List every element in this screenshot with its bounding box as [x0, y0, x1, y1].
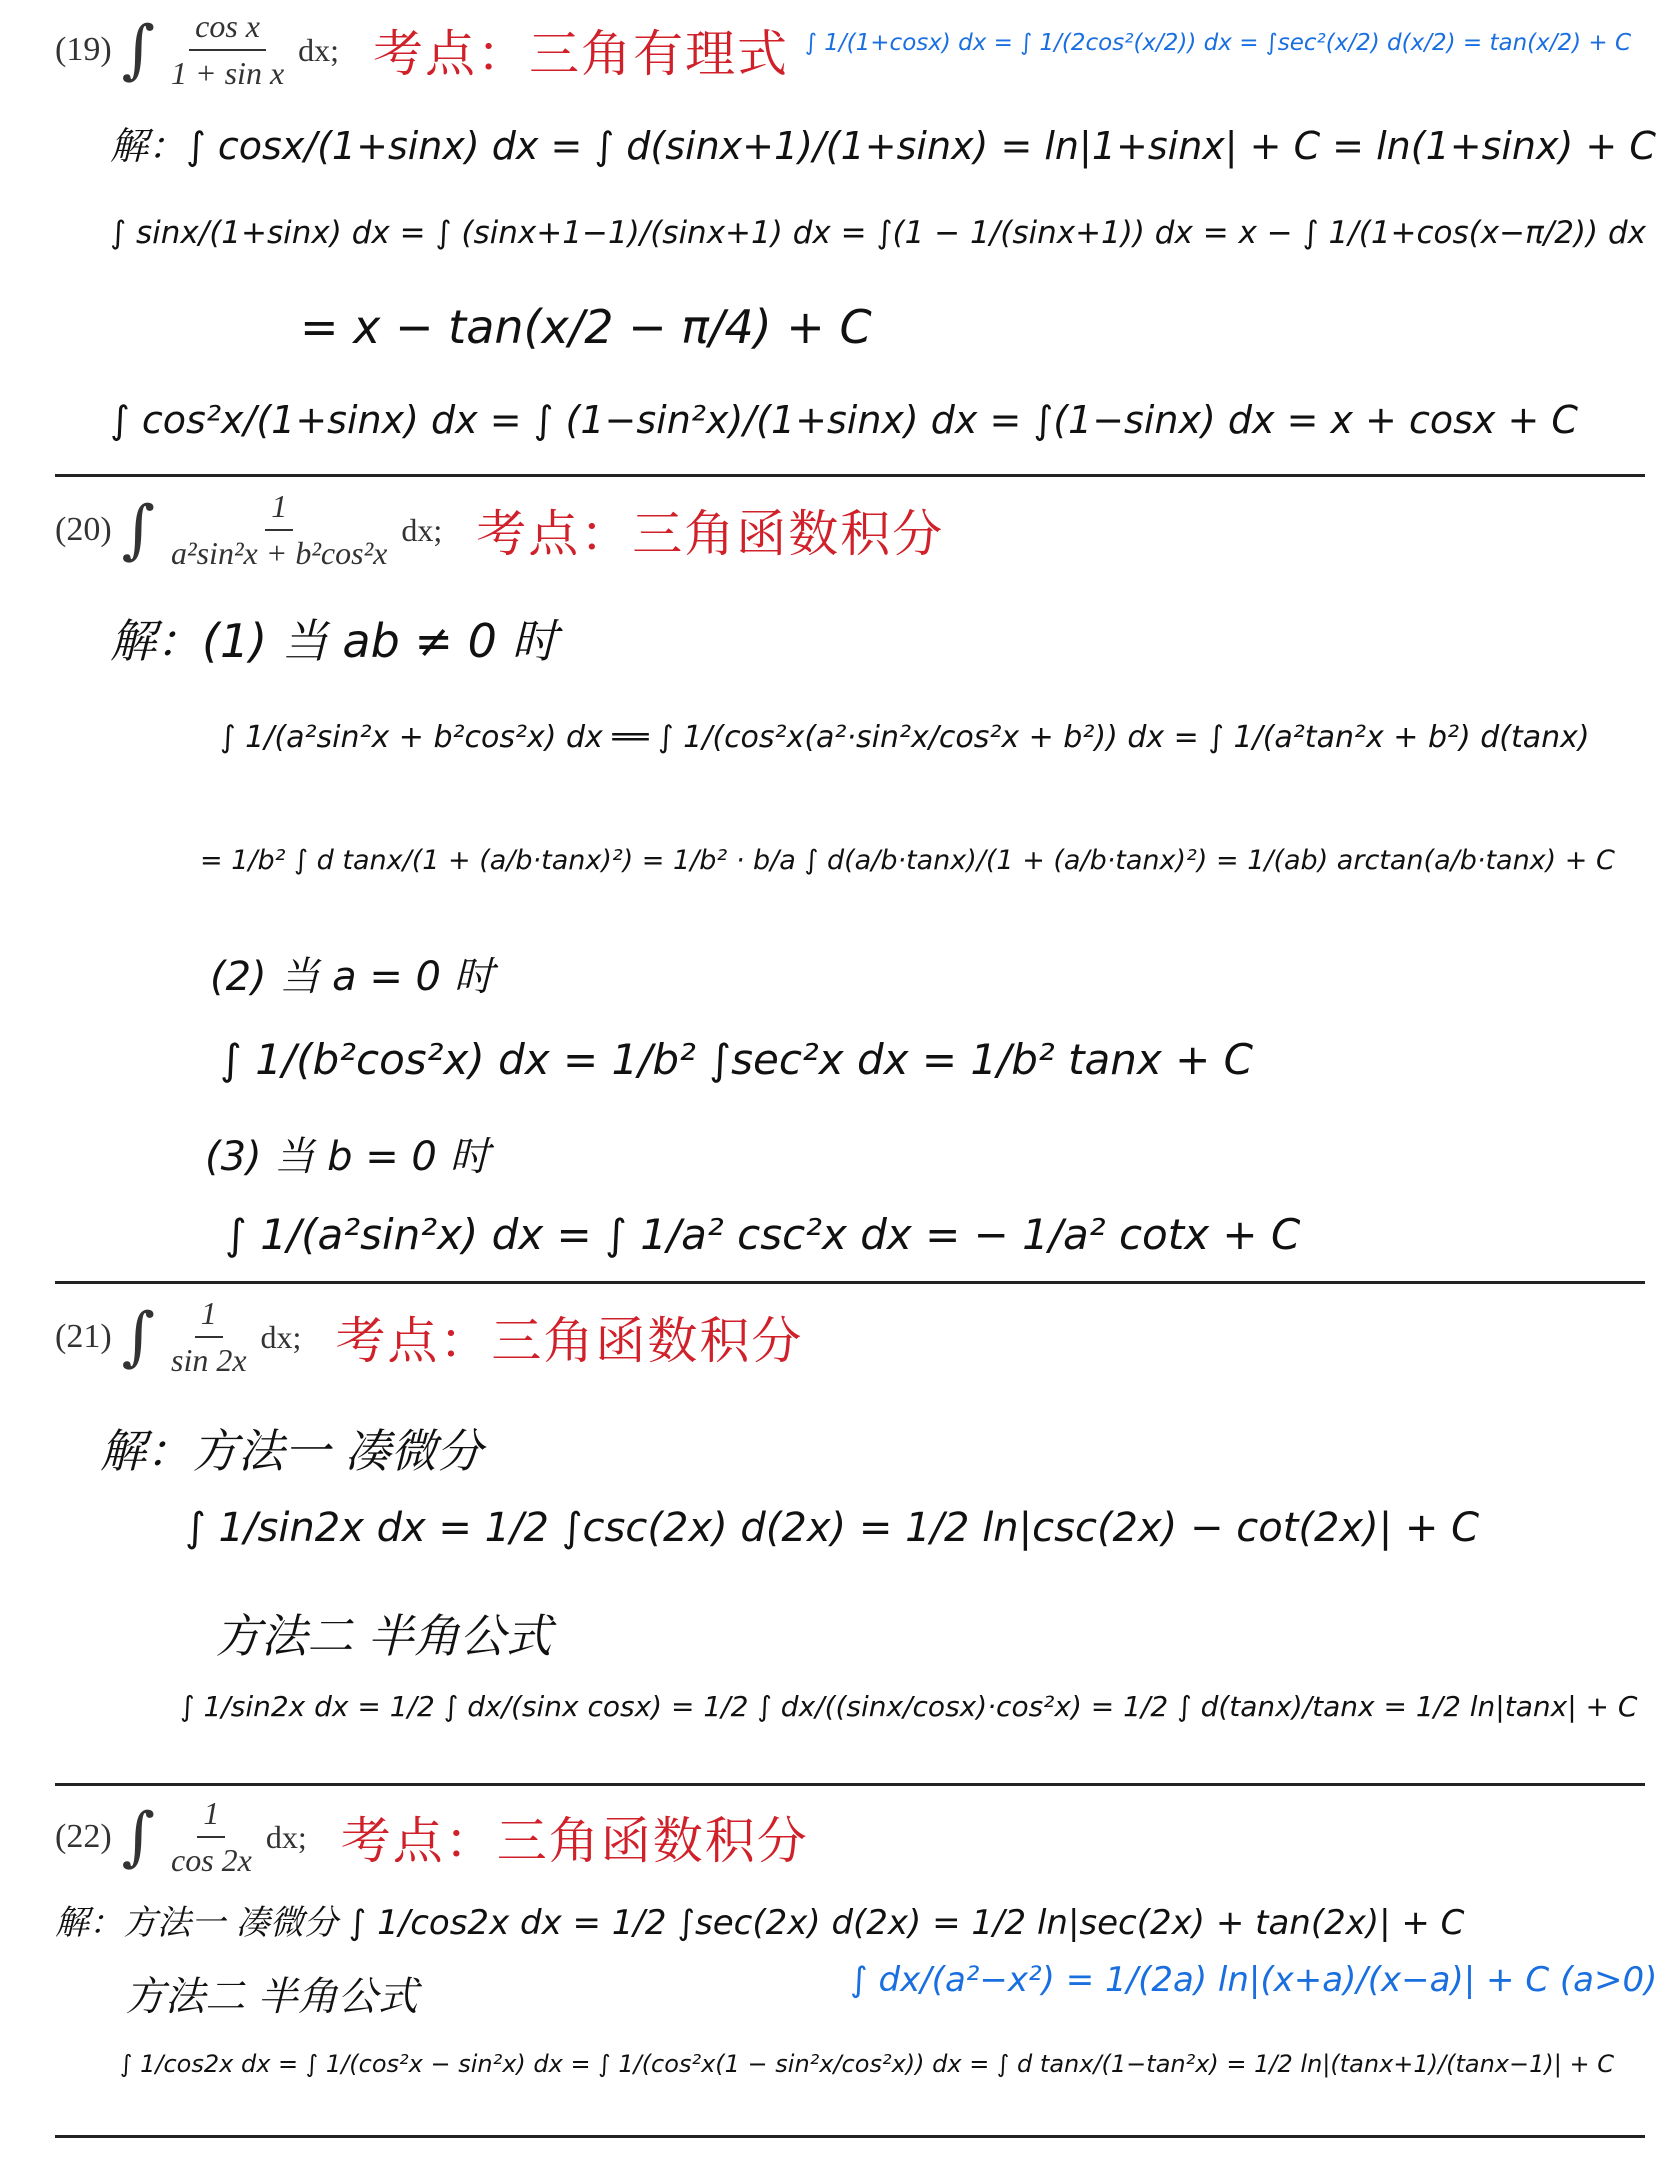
- integrand-denominator: 1 + sin x: [171, 55, 285, 91]
- problem-number: (21): [55, 1318, 112, 1355]
- integrand-fraction: [165, 1295, 253, 1379]
- integral-sign: ∫: [121, 1300, 155, 1374]
- solution-line: ∫ 1/sin2x dx = 1/2 ∫ dx/(sinx cosx) = 1/2 ∫ dx/((sinx/cosx)·cos²x) = 1/2 ∫ d(tanx)/tanx = 1/2 ln|tanx| + C: [180, 1690, 1638, 1723]
- side-note: ∫ dx/(a²−x²) = 1/(2a) ln|(x+a)/(x−a)| + C (a>0): [850, 1960, 1658, 2000]
- integrand-denominator: sin 2x: [171, 1342, 247, 1378]
- integrand-numerator: 1: [265, 488, 293, 531]
- integrand-denominator: cos 2x: [171, 1842, 252, 1878]
- solution-line: ∫ 1/(a²sin²x) dx = ∫ 1/a² csc²x dx = − 1/a² cotx + C: [225, 1210, 1301, 1259]
- divider: [55, 1281, 1645, 1284]
- dx-label: dx;: [265, 1818, 307, 1855]
- side-note: ∫ 1/(1+cosx) dx = ∫ 1/(2cos²(x/2)) dx = ∫sec²(x/2) d(x/2) = tan(x/2) + C: [805, 30, 1632, 56]
- solution-line: 解：方法一 凑微分 ∫ 1/cos2x dx = 1/2 ∫sec(2x) d(2x) = 1/2 ln|sec(2x) + tan(2x)| + C: [55, 1903, 1465, 1943]
- solution-line: = 1/b² ∫ d tanx/(1 + (a/b·tanx)²) = 1/b² · b/a ∫ d(a/b·tanx)/(1 + (a/b·tanx)²) = 1/(ab) arctan(a/b·tanx) + C: [200, 845, 1615, 876]
- dx-label: dx;: [260, 1318, 302, 1355]
- topic-label: 考点：三角函数积分: [335, 1312, 804, 1370]
- solution-line: ∫ 1/cos2x dx = ∫ 1/(cos²x − sin²x) dx = ∫ 1/(cos²x(1 − sin²x/cos²x)) dx = ∫ d tanx/(1−tan²x) = 1/2 ln|(tanx+1)/(tanx−1)| + C: [120, 2050, 1614, 2078]
- problem-number: (19): [55, 31, 112, 68]
- problem-21-header: [55, 1295, 803, 1379]
- integral-sign: ∫: [121, 493, 155, 567]
- solution-line: = x − tan(x/2 − π/4) + C: [300, 300, 872, 354]
- solution-line: ∫ sinx/(1+sinx) dx = ∫ (sinx+1−1)/(sinx+1) dx = ∫(1 − 1/(sinx+1)) dx = x − ∫ 1/(1+cos(x−π/2)) dx: [110, 215, 1646, 251]
- integrand-fraction: [165, 8, 290, 92]
- solution-line: 方法二 半角公式: [125, 1974, 418, 2020]
- integral-sign: ∫: [121, 1800, 155, 1874]
- solution-line: ∫ 1/(b²cos²x) dx = 1/b² ∫sec²x dx = 1/b² tanx + C: [220, 1035, 1253, 1084]
- problem-19-header: [55, 8, 789, 92]
- integrand-fraction: [165, 1795, 258, 1879]
- integrand-numerator: 1: [197, 1795, 225, 1838]
- topic-label: 考点：三角函数积分: [340, 1812, 809, 1870]
- integrand-fraction: [165, 488, 393, 572]
- topic-label: 考点：三角有理式: [373, 25, 790, 83]
- solution-line: 解：方法一 凑微分: [100, 1424, 483, 1478]
- integrand-numerator: 1: [195, 1295, 223, 1338]
- problem-20-header: [55, 488, 944, 572]
- solution-line: 方法二 半角公式: [215, 1609, 552, 1663]
- divider: [55, 1783, 1645, 1786]
- dx-label: dx;: [298, 31, 340, 68]
- problem-number: (22): [55, 1818, 112, 1855]
- solution-line: ∫ cos²x/(1+sinx) dx = ∫ (1−sin²x)/(1+sinx) dx = ∫(1−sinx) dx = x + cosx + C: [110, 398, 1578, 442]
- problem-number: (20): [55, 511, 112, 548]
- solution-line: 解：∫ cosx/(1+sinx) dx = ∫ d(sinx+1)/(1+sinx) = ln|1+sinx| + C = ln(1+sinx) + C: [110, 124, 1656, 168]
- integral-sign: ∫: [121, 13, 155, 87]
- integrand-numerator: cos x: [189, 8, 266, 51]
- solution-line: 解：(1) 当 ab ≠ 0 时: [110, 614, 558, 668]
- divider: [55, 2135, 1645, 2138]
- solution-line: ∫ 1/(a²sin²x + b²cos²x) dx ══ ∫ 1/(cos²x(a²·sin²x/cos²x + b²)) dx = ∫ 1/(a²tan²x + b²) d(tanx): [220, 720, 1590, 755]
- integrand-denominator: a²sin²x + b²cos²x: [171, 535, 388, 571]
- solution-line: (3) 当 b = 0 时: [205, 1134, 490, 1180]
- problem-22-header: [55, 1795, 809, 1879]
- solution-line: ∫ 1/sin2x dx = 1/2 ∫csc(2x) d(2x) = 1/2 ln|csc(2x) − cot(2x)| + C: [185, 1505, 1480, 1551]
- solution-line: (2) 当 a = 0 时: [210, 954, 494, 1000]
- dx-label: dx;: [401, 511, 443, 548]
- topic-label: 考点：三角函数积分: [476, 505, 945, 563]
- divider: [55, 474, 1645, 477]
